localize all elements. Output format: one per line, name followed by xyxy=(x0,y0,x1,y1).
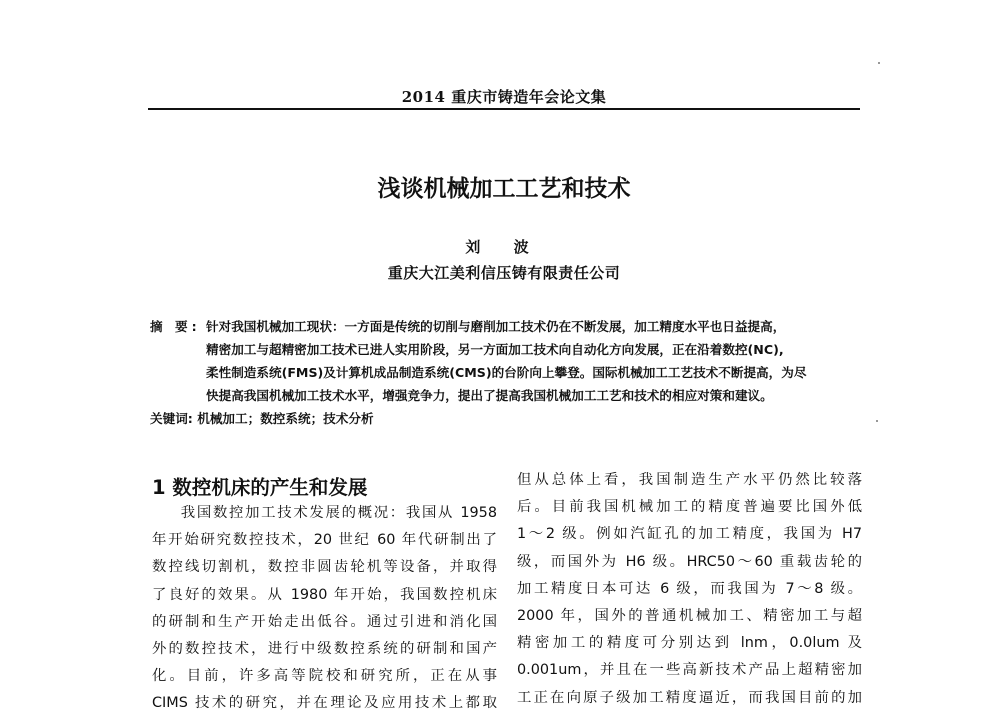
abstract-line: 精密加工与超精密加工技术已进人实用阶段，另一方面加工技术向自动化方向发展，正在沿着数控(NC), xyxy=(206,342,784,357)
left-column xyxy=(152,500,497,718)
body-line: 数控线切割机，数控非圆齿轮机等设备，并取得 xyxy=(152,559,497,576)
article-title: 浅谈机械加工工艺和技术 xyxy=(377,176,631,202)
body-line: 化。目前，许多高等院校和研究所，正在从事 xyxy=(152,668,497,685)
body-line: 我国数控加工技术发展的概况：我国从 1958 xyxy=(180,505,497,521)
body-line: 工正在向原子级加工精度逼近，而我国目前的加 xyxy=(517,689,862,706)
body-line: CIMS 技术的研究，并在理论及应用技术上都取 xyxy=(152,695,497,712)
abstract-block xyxy=(150,315,862,430)
body-line: 级，而国外为 H6 级。HRC50～60 重载齿轮的 xyxy=(517,553,862,570)
right-column xyxy=(517,467,862,712)
abstract-line xyxy=(150,315,862,338)
header-rule xyxy=(148,108,860,110)
body-line: 外的数控技术，进行中级数控系统的研制和国产 xyxy=(152,640,497,657)
body-line: 年开始研究数控技术，20 世纪 60 年代研制出了 xyxy=(152,532,497,549)
abstract-label: 摘 要: xyxy=(150,319,201,334)
body-line: 的研制和生产开始走出低谷。通过引进和消化国 xyxy=(152,613,497,630)
keywords-text: 机械加工；数控系统；技术分析 xyxy=(197,411,374,426)
keywords-line xyxy=(150,407,862,430)
body-line: 0.001um，并且在一些高新技术产品上超精密加 xyxy=(517,662,862,679)
body-line: 了良好的效果。从 1980 年开始，我国数控机床 xyxy=(152,586,497,603)
author-name: 刘 波 xyxy=(465,238,543,256)
abstract-text: 针对我国机械加工现状：一方面是传统的切削与磨削加工技术仍在不断发展，加工精度水平也日益提高， xyxy=(206,319,786,334)
body-line: 1～2 级。例如汽缸孔的加工精度，我国为 H7 xyxy=(517,526,862,543)
body-line: 加工精度日本可达 6 级，而我国为 7～8 级。 xyxy=(517,580,862,597)
section-heading: 1 数控机床的产生和发展 xyxy=(152,476,368,499)
scan-speck xyxy=(878,62,880,64)
body-line: 精密加工的精度可分别达到 lnm，0.0lum 及 xyxy=(517,635,862,652)
abstract-line: 柔性制造系统(FMS)及计算机成品制造系统(CMS)的台阶向上攀登。国际机械加工工艺技术不断提高，为尽 xyxy=(206,365,807,380)
abstract-line: 快提高我国机械加工技术水平，增强竞争力，提出了提高我国机械加工工艺和技术的相应对策和建议。 xyxy=(206,388,773,403)
scan-speck xyxy=(876,420,878,422)
body-line: 但从总体上看，我国制造生产水平仍然比较落 xyxy=(517,472,862,488)
running-title: 2014 重庆市铸造年会论文集 xyxy=(401,88,607,106)
author-affiliation: 重庆大江美利信压铸有限责任公司 xyxy=(387,264,621,282)
body-line: 2000 年，国外的普通机械加工、精密加工与超 xyxy=(517,607,862,624)
body-line: 后。目前我国机械加工的精度普遍要比国外低 xyxy=(517,499,862,516)
keywords-label: 关键词: xyxy=(150,411,193,426)
